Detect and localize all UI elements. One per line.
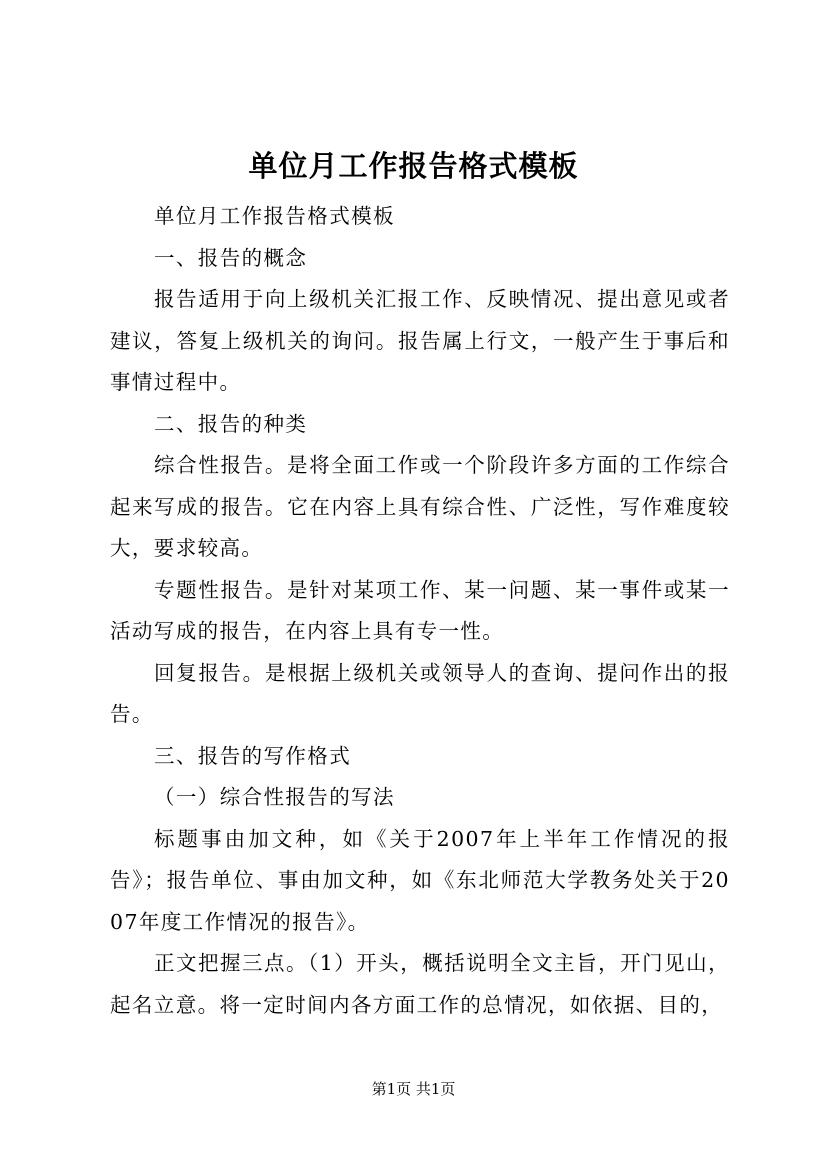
- paragraph-title-format: 标题事由加文种，如《关于2007年上半年工作情况的报告》；报告单位、事由加文种，如《东北师范大学教务处关于2007年度工作情况的报告》。: [110, 826, 730, 934]
- document-title: 单位月工作报告格式模板: [248, 149, 579, 183]
- paragraph-subtitle: 单位月工作报告格式模板: [154, 204, 395, 228]
- section-heading-types: 二、报告的种类: [154, 411, 308, 436]
- document-body: [110, 196, 730, 1026]
- subsection-heading-comprehensive: （一）综合性报告的写法: [154, 785, 395, 809]
- section-heading-concept: 一、报告的概念: [154, 245, 308, 270]
- paragraph-body-format: 正文把握三点。（1）开头，概括说明全文主旨，开门见山，起名立意。将一定时间内各方面工作的总情况，如依据、目的，: [110, 951, 730, 1017]
- paragraph-concept: 报告适用于向上级机关汇报工作、反映情况、提出意见或者建议，答复上级机关的询问。报告属上行文，一般产生于事后和事情过程中。: [110, 287, 730, 394]
- page-number-footer: 第1页 共1页: [371, 1080, 456, 1098]
- section-heading-format: 三、报告的写作格式: [154, 743, 352, 768]
- paragraph-comprehensive-report: 综合性报告。是将全面工作或一个阶段许多方面的工作综合起来写成的报告。它在内容上具有综合性、广泛性，写作难度较大，要求较高。: [110, 453, 730, 560]
- paragraph-special-report: 专题性报告。是针对某项工作、某一问题、某一事件或某一活动写成的报告，在内容上具有专一性。: [110, 577, 730, 643]
- paragraph-reply-report: 回复报告。是根据上级机关或领导人的查询、提问作出的报告。: [110, 660, 730, 726]
